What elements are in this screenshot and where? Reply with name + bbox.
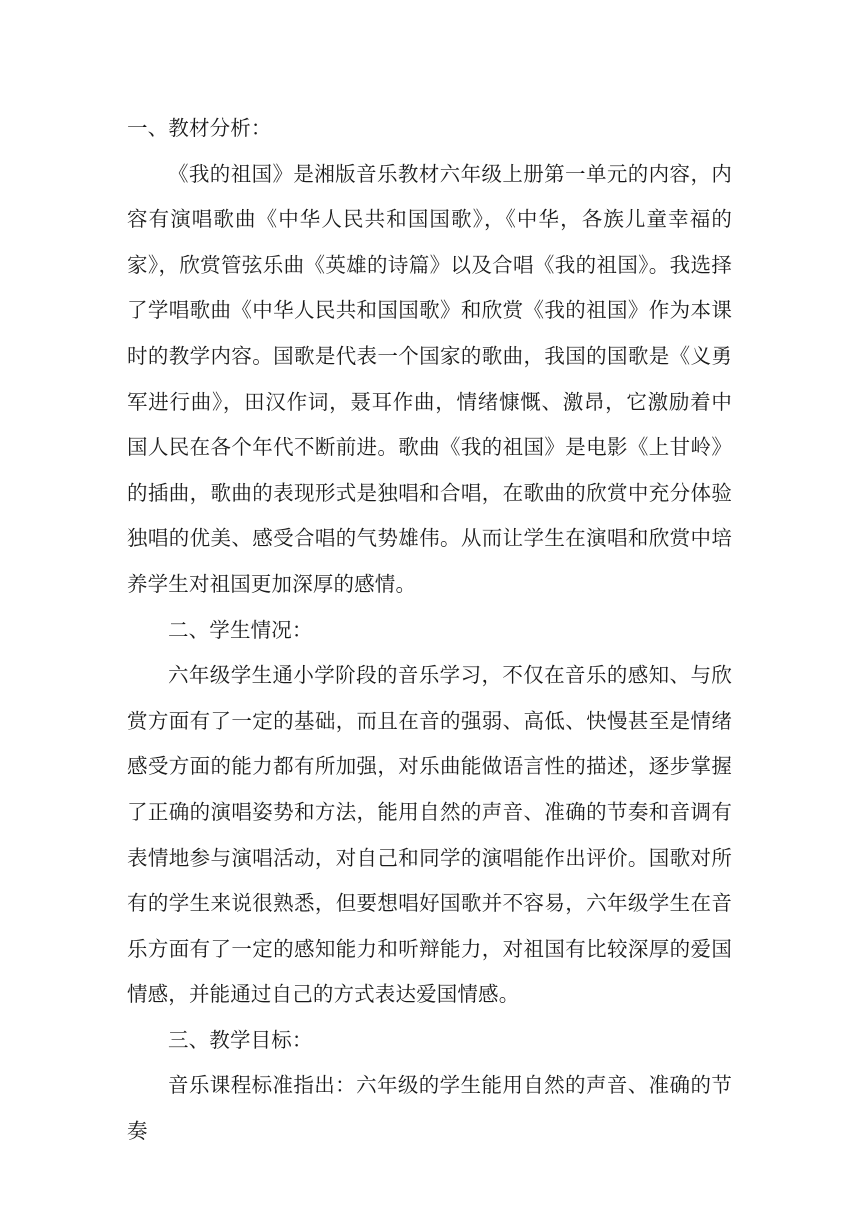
section-body-textbook-analysis: 《我的祖国》是湘版音乐教材六年级上册第一单元的内容，内容有演唱歌曲《中华人民共和国国歌》，《中华，各族儿童幸福的家》，欣赏管弦乐曲《英雄的诗篇》以及合唱《我的祖国》。我选择了学唱歌曲《中华人民共和国国歌》和欣赏《我的祖国》作为本课时的教学内容。国歌是代表一个国家的歌曲，我国的国歌是《义勇军进行曲》，田汉作词，聂耳作曲，情绪慷慨、激昂，它激励着中国人民在各个年代不断前进。歌曲《我的祖国》是电影《上甘岭》的插曲，歌曲的表现形式是独唱和合唱，在歌曲的欣赏中充分体验独唱的优美、感受合唱的气势雄伟。从而让学生在演唱和欣赏中培养学生对祖国更加深厚的感情。 xyxy=(127,161,732,596)
document-content xyxy=(127,106,732,1155)
section-heading-teaching-goals: 三、教学目标： xyxy=(168,1027,313,1052)
section-heading-textbook-analysis: 一、教材分析： xyxy=(127,116,272,140)
section-heading-student-situation: 二、学生情况： xyxy=(168,617,313,642)
section-body-student-situation: 六年级学生通小学阶段的音乐学习，不仅在音乐的感知、与欣赏方面有了一定的基础，而且在音的强弱、高低、快慢甚至是情绪感受方面的能力都有所加强，对乐曲能做语言性的描述，逐步掌握了正确的演唱姿势和方法，能用自然的声音、准确的节奏和音调有表情地参与演唱活动，对自己和同学的演唱能作出评价。国歌对所有的学生来说很熟悉，但要想唱好国歌并不容易，六年级学生在音乐方面有了一定的感知能力和听辩能力，对祖国有比较深厚的爱国情感，并能通过自己的方式表达爱国情感。 xyxy=(127,663,732,1007)
section-body-teaching-goals: 音乐课程标准指出：六年级的学生能用自然的声音、准确的节奏 xyxy=(127,1073,732,1144)
